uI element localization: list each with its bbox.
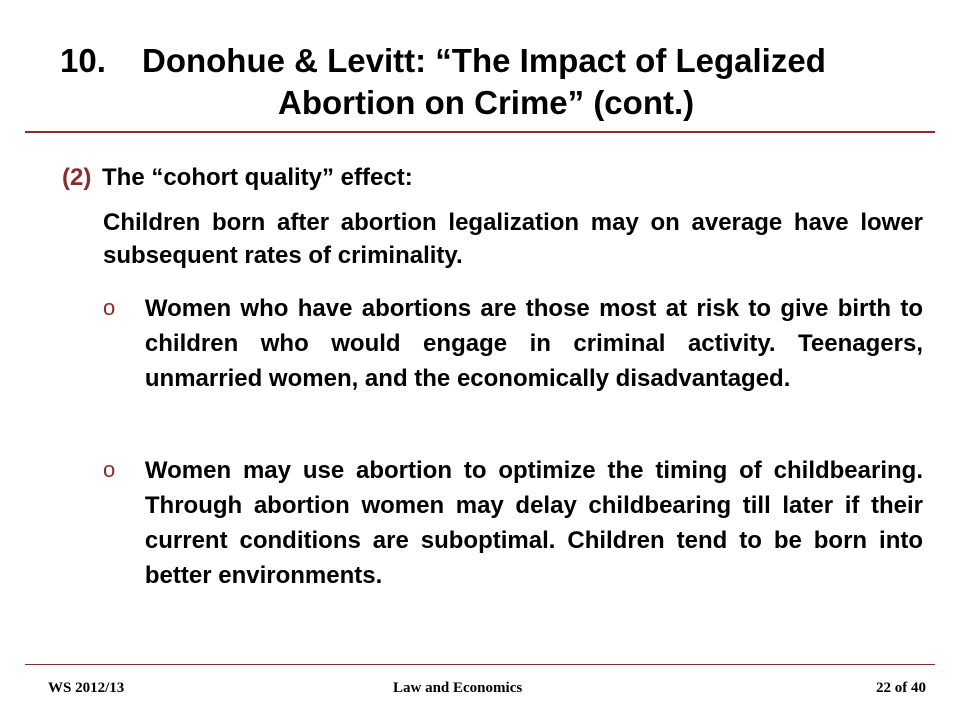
- bullet-circle-icon: o: [103, 295, 116, 320]
- section-heading: [62, 162, 413, 194]
- footer-course: Law and Economics: [393, 680, 523, 696]
- body-paragraph: Children born after abortion legalization may on average have lower subsequent rates of criminality.: [103, 209, 923, 269]
- bullet-item: [103, 291, 923, 396]
- title-line-1: Donohue & Levitt: “The Impact of Legalized: [142, 42, 826, 79]
- footer-semester: WS 2012/13: [48, 680, 125, 696]
- footer-page-number: 22 of 40: [876, 680, 926, 696]
- footer-divider: [25, 664, 935, 665]
- bullet-text: Women who have abortions are those most at risk to give birth to children who would engage in criminal activity. Teenagers, unmarried women, and the economically disadvantaged.: [144, 295, 923, 392]
- title-line-2: Abortion on Crime” (cont.): [278, 84, 695, 121]
- bullet-text: Women may use abortion to optimize the timing of childbearing. Through abortion women may delay childbearing till later if their current conditions are suboptimal. Children tend to be born into better environments.: [144, 457, 923, 589]
- slide-footer: [25, 680, 935, 700]
- section-number: (2): [62, 164, 92, 191]
- bullet-circle-icon: o: [103, 457, 116, 482]
- bullet-item: [103, 453, 923, 593]
- title-number: 10.: [60, 42, 106, 79]
- section-heading-text: The “cohort quality” effect:: [102, 164, 413, 191]
